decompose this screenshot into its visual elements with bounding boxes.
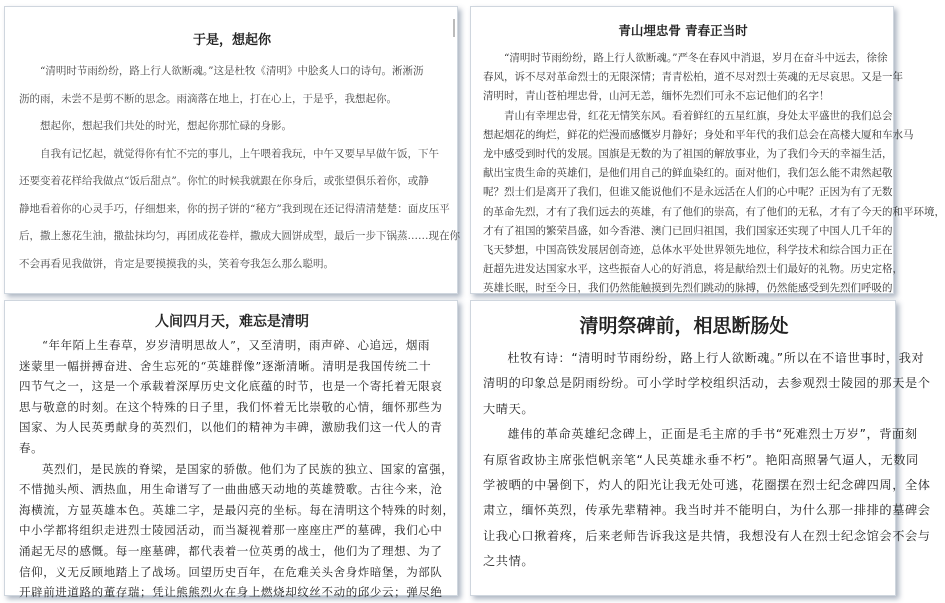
essay-title: 人间四月天，难忘是清明 [155,314,309,330]
essay-paragraph [19,459,455,603]
essay-paragraph [19,113,445,141]
essay-body [483,346,931,575]
text-line: 思与敬意的时刻。在这个特殊的日子里，我们怀着无比崇敬的心情，缅怀那些为 [19,399,443,414]
text-line: 才有了祖国的繁荣昌盛，如今香港、澳门已回归祖国，我们国家还实现了中国人几千年的 [483,224,893,237]
text-line: “年年陌上生春草，岁岁清明思故人”，又至清明，雨声碎、心追远，烟雨 [42,338,431,352]
essay-paragraph [19,335,445,459]
text-line: 之共情。 [483,554,535,569]
text-line: 青山有幸埋忠骨，红花无情笑东风。看着鲜红的五星红旗，身处太平盛世的我们总会 [504,109,893,122]
text-line: 英雄长眠，时至今日，我们仍然能触摸到先烈们跳动的脉搏，仍然能感受到先烈们呼吸的 [483,282,893,295]
essay-body [19,58,460,278]
essay-title: 青山埋忠骨 青春正当时 [618,23,748,38]
essay-paragraph [19,58,445,113]
text-line: 清明时，青山苍柏埋忠骨，山河无恙，缅怀先烈们可永不忘记他们的名字！ [483,90,830,103]
text-line: 大晴天。 [483,401,535,416]
text-line: 的革命先烈，才有了我们远去的英雄，有了他们的崇高，有了他们的无私，才有了今天的和平环境， [483,205,945,218]
essay-paragraph [483,422,931,574]
text-line: 英烈们，是民族的脊梁，是国家的骄傲。他们为了民族的独立、国家的富强， [42,461,454,476]
page-edge-mark [453,19,455,37]
text-line: 献出宝贵生命的英雄们，是他们用自己的鲜血染红的。面对他们，我们怎么能不肃然起敬 [483,167,893,180]
text-line: 清明的印象总是阴雨纷纷。可小学时学校组织活动，去参观烈士陵园的那天是个 [483,376,931,391]
essay-panel-top-right [470,6,945,295]
text-line: 沥的雨，未尝不是剪不断的思念。雨滴落在地上，打在心上，于是乎，我想起你。 [19,92,397,105]
text-line: 雄伟的革命英雄纪念碑上，正面是毛主席的手书“死难烈士万岁”，背面刻 [507,427,918,442]
text-line: 想起烟花的绚烂，鲜花的烂漫而感慨岁月静好；身处和平年代的我们总会在高楼大厦和车水马 [483,128,914,141]
text-line: 赶超先进发达国家水平，这些振奋人心的好消息，将是献给烈士们最好的礼物。历史定格， [483,263,903,276]
text-line: 肃立，缅怀英烈，传承先辈精神。我当时并不能明白，为什么那一排排的墓碑会 [483,503,931,518]
text-line: 静地看着你的心灵手巧，仔细想来，你的拐子饼的“秘方”我到现在还记得清清楚楚：面皮压平 [19,202,450,215]
essay-paragraph [483,49,903,107]
text-line: 还要变着花样给我做点“饭后甜点”。你忙的时候我就跟在你身后，或张望俱乐着你，或静 [19,175,429,187]
text-line: 海横流，方显英雄本色。英雄二字，是最闪亮的坐标。每在清明这个特殊的时刻， [19,502,455,517]
text-line: 有原省政协主席张恺帆亲笔“人民英雄永垂不朽”。艳阳高照暑气逼人，无数同 [483,452,919,467]
text-line: 自我有记忆起，就觉得你有忙不完的事儿，上午喂着我玩，中午又要早早做午饭，下午 [40,147,439,160]
text-line: 让我心口揪着疼，后来老师告诉我这是共情，我想没有人在烈士纪念馆会不会与 [483,528,931,543]
text-line: 春。 [19,440,44,455]
text-line: “清明时节雨纷纷，路上行人欲断魂。”严冬在春风中消退，岁月在奋斗中远去，徐徐 [504,52,888,64]
text-line: 国家、为人民英勇献身的英烈们，以他们的精神为丰碑，激励我们这一代人的青 [19,420,443,435]
text-line: 涌起无尽的感慨。每一座墓碑，都代表着一位英勇的战士，他们为了理想、为了 [19,543,443,558]
essay-title: 清明祭碑前，相思断肠处 [579,315,789,337]
text-line: 信仰，义无反顾地踏上了战场。回望历史百年，在危难关头舍身炸暗堡，为部队 [19,564,443,579]
text-line: 春风，诉不尽对革命烈士的无限深情；青青松柏，道不尽对烈士英魂的无尽哀思。又是一年 [483,71,903,84]
essay-title: 于是，想起你 [192,33,271,48]
text-line: 龙中感受到时代的发展。国旗是无数的为了祖国的解放事业，为了我们今天的幸福生活， [483,148,893,161]
text-line: 不会再看见我做饼，肯定是要摸摸我的头，笑着夸我怎么那么聪明。 [19,257,334,270]
essay-panel-top-left [4,6,458,294]
essay-paragraph [483,346,931,422]
text-line: 四节气之一，这是一个承载着深厚历史文化底蕴的时节，也是一个寄托着无限哀 [19,379,443,394]
text-line: 中小学都将组织走进烈士陵园活动，而当凝视着那一座座庄严的墓碑，我们心中 [19,523,443,538]
essay-panel-bottom-left [4,300,458,600]
text-line: “清明时节雨纷纷，路上行人欲断魂。”这是杜牧《清明》中脍炙人口的诗句。淅淅沥 [40,65,424,77]
text-line: 后，撒上葱花生油，撒盐抹均匀，再团成花卷样，撒成大圆饼成型，最后一步下锅蒸……现在你 [19,230,460,242]
text-line: 开辟前进道路的董存瑞；凭让熊熊烈火在身上燃烧却纹丝不动的邱少云；弹尽绝 [19,585,443,600]
essay-body [19,335,455,603]
essay-body [483,49,945,318]
essay-paragraph [19,141,460,279]
text-line: 迷蒙里一幅拼搏奋进、舍生忘死的“英雄群像”逐渐清晰。清明是我国传统二十 [19,358,432,373]
text-line: 杜牧有诗：“清明时节雨纷纷，路上行人欲断魂。”所以在不谙世事时，我对 [507,351,925,365]
text-line: 呢？烈士们是离开了我们，但谁又能说他们不是永远活在人们的心中呢？正因为有了无数 [483,186,893,199]
essay-panel-bottom-right [470,300,931,596]
essay-paragraph [483,107,945,318]
text-line: 飞天梦想，中国高铁发展居创奇迹，总体水平处世界领先地位，科学技术和综合国力正在 [483,244,893,257]
text-line: 学被晒的中暑倒下，灼人的阳光让我无处可逃，花圈摆在烈士纪念碑四周，全体 [483,478,931,493]
text-line: 想起你，想起我们共处的时光，想起你那忙碌的身影。 [40,120,292,132]
text-line: 不惜抛头颅、洒热血，用生命谱写了一曲曲感天动地的英雄赞歌。古往今来，沧 [19,482,443,497]
